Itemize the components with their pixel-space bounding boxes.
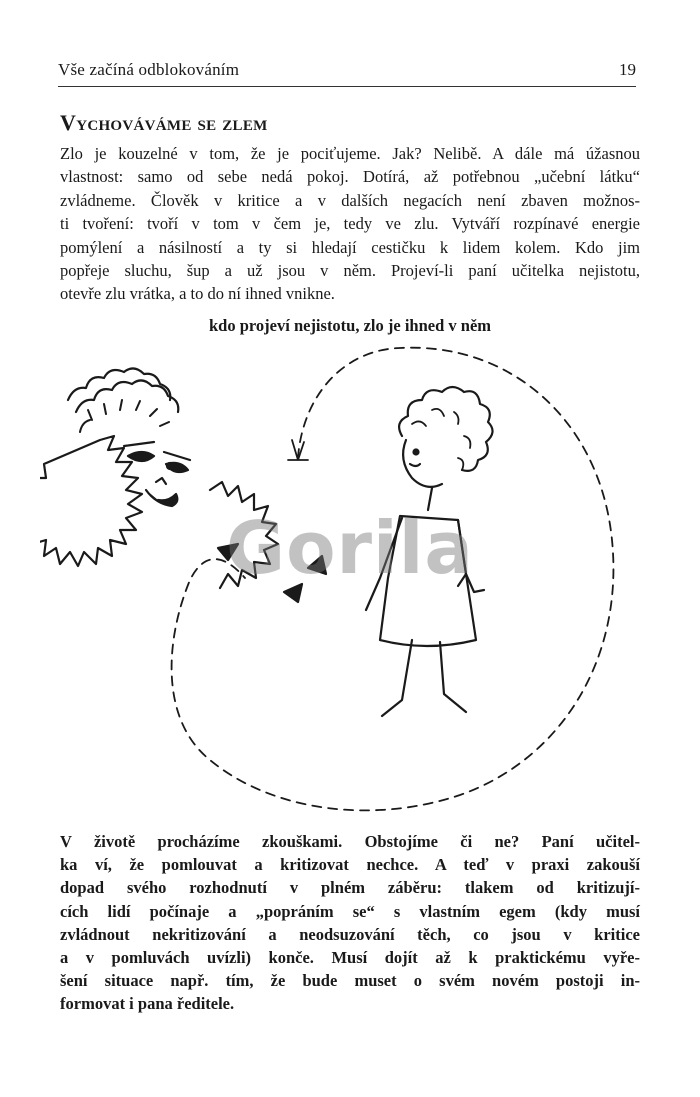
teacher-hair <box>399 387 492 471</box>
body-paragraph <box>60 830 640 1016</box>
teacher-leg-left <box>382 640 412 716</box>
body-line: a v pomluvách uvízli) konče. Musí dojít až k praktickému vyře- <box>60 948 640 968</box>
intro-paragraph <box>60 142 640 306</box>
running-header-title: Vše začíná odblokováním <box>58 60 240 79</box>
teacher-leg-right <box>440 642 466 712</box>
body-line: V životě procházíme zkouškami. Obstojíme či ne? Paní učitel- <box>60 832 640 851</box>
header-rule <box>58 86 636 87</box>
teacher-eye <box>414 450 419 455</box>
intro-line: otevře zlu vrátka, a to do ní ihned vnikne. <box>60 284 335 304</box>
teacher-face <box>403 440 442 487</box>
body-line: šení situace např. tím, že bude muset o svém novém postoji in- <box>60 971 640 991</box>
intro-line: popřeje sluchu, šup a už jsou v něm. Projeví-li paní učitelka nejistotu, <box>60 261 640 281</box>
page-number: 19 <box>619 60 636 79</box>
figure-caption: kdo projeví nejistotu, zlo je ihned v něm <box>208 316 492 335</box>
evil-creature-mouth <box>146 490 177 506</box>
intro-line: vlastnost: samo od sebe nedá pokoj. Dotírá, až potřebnou „učební látku“ <box>60 167 640 187</box>
body-line: formovat i pana ředitele. <box>60 994 235 1014</box>
evil-creature-crown-outer <box>68 368 170 400</box>
section-heading: Vychováváme se zlem <box>60 110 268 135</box>
evil-creature-left-eye <box>128 452 154 461</box>
watermark: Gorila <box>225 506 474 590</box>
intro-line: ti tvoření: tvoří v tom v čem je, tedy ve zlu. Vytváří rozpínavé energie <box>60 214 640 234</box>
body-line: cích lidí počínaje a „popráním se“ s vlastním egem (kdy musí <box>60 901 640 921</box>
body-line: zvládnout nekritizování a neodsuzování těch, co jsou v kritice <box>60 924 640 944</box>
body-line: dopad svého rozhodnutí v plném záběru: tlakem od kritizují- <box>60 878 640 898</box>
intro-line: Zlo je kouzelné v tom, že je pociťujeme. Jak? Nelibě. A dále má úžasnou <box>60 144 640 163</box>
intro-line: zvládneme. Člověk v kritice a v dalších negacích není zbaven možnos- <box>60 190 640 210</box>
intro-line: pomýlení a násilností a ty si hledají cestičku k lidem kolem. Kdo jim <box>60 237 640 257</box>
body-line: ka ví, že pomlouvat a kritizovat nechce. A teď v praxi zakouší <box>60 855 640 875</box>
teacher-mouth <box>410 464 420 466</box>
